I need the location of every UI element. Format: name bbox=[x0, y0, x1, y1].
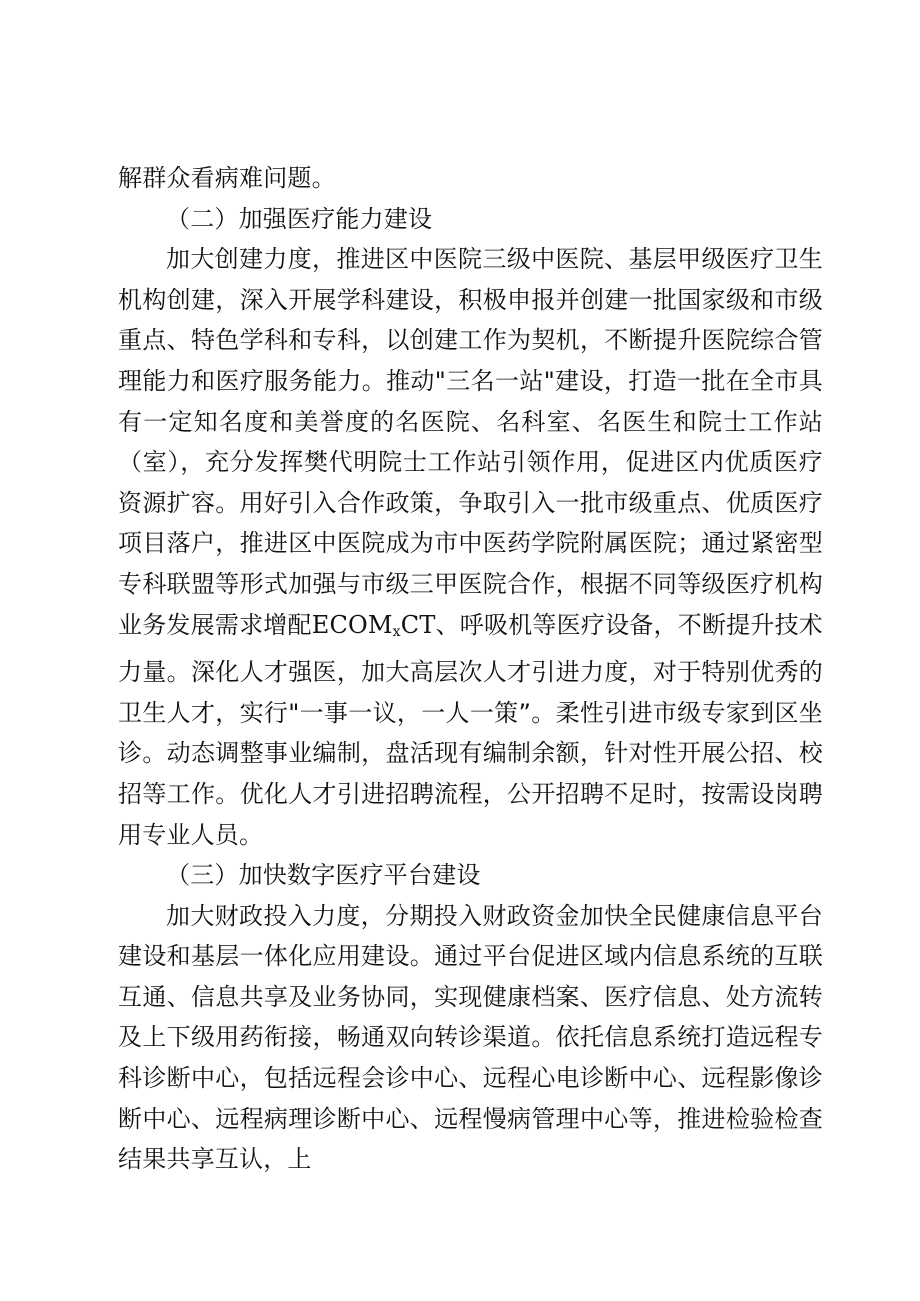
equipment-name-tail: CT bbox=[400, 610, 436, 639]
paragraph-medical-capacity bbox=[118, 239, 823, 855]
equipment-subscript: x bbox=[392, 623, 401, 640]
document-body bbox=[118, 158, 823, 1180]
section-heading-3: （三）加快数字医疗平台建设 bbox=[166, 861, 481, 890]
paragraph-digital-platform: 加大财政投入力度，分期投入财政资金加快全民健康信息平台建设和基层一体化应用建设。通过平台促进区域内信息系统的互联互通、信息共享及业务协同，实现健康档案、医疗信息、处方流转及上下级用药衔接，畅通双向转诊渠道。依托信息系统打造远程专科诊断中心，包括远程会诊中心、远程心电诊断中心、远程影像诊断中心、远程病理诊断中心、远程慢病管理中心等，推进检验检查结果共享互认，上 bbox=[118, 901, 823, 1174]
equipment-name: ECOM bbox=[311, 610, 393, 639]
paragraph-text-part1: 加大创建力度，推进区中医院三级中医院、基层甲级医疗卫生机构创建，深入开展学科建设，积极申报并创建一批国家级和市级重点、特色学科和专科，以创建工作为契机，不断提升医院综合管理能力和医疗服务能力。推动"三名一站"建设，打造一批在全市具有一定知名度和美誉度的名医院、名科室、名医生和院士工作站（室），充分发挥樊代明院士工作站引领作用，促进区内优质医疗资源扩容。用好引入合作政策，争取引入一批市级重点、优质医疗项目落户，推进区中医院成为市中医药学院附属医院；通过紧密型专科联盟等形式加强与市级三甲医院合作，根据不同等级医疗机构业务发展需求增配 bbox=[118, 245, 823, 639]
paragraph-text-part2: 、呼吸机等医疗设备，不断提升技术力量。深化人才强医，加大高层次人才引进力度，对于特别优秀的卫生人才，实行"一事一议，一人一策”。柔性引进市级专家到区坐诊。动态调整事业编制，盘活现有编制余额，针对性开展公招、校招等工作。优化人才引进招聘流程，公开招聘不足时，按需设岗聘用专业人员。 bbox=[118, 610, 824, 849]
section-heading-2: （二）加强医疗能力建设 bbox=[166, 204, 433, 233]
paragraph-continuation: 解群众看病难问题。 bbox=[118, 164, 336, 192]
